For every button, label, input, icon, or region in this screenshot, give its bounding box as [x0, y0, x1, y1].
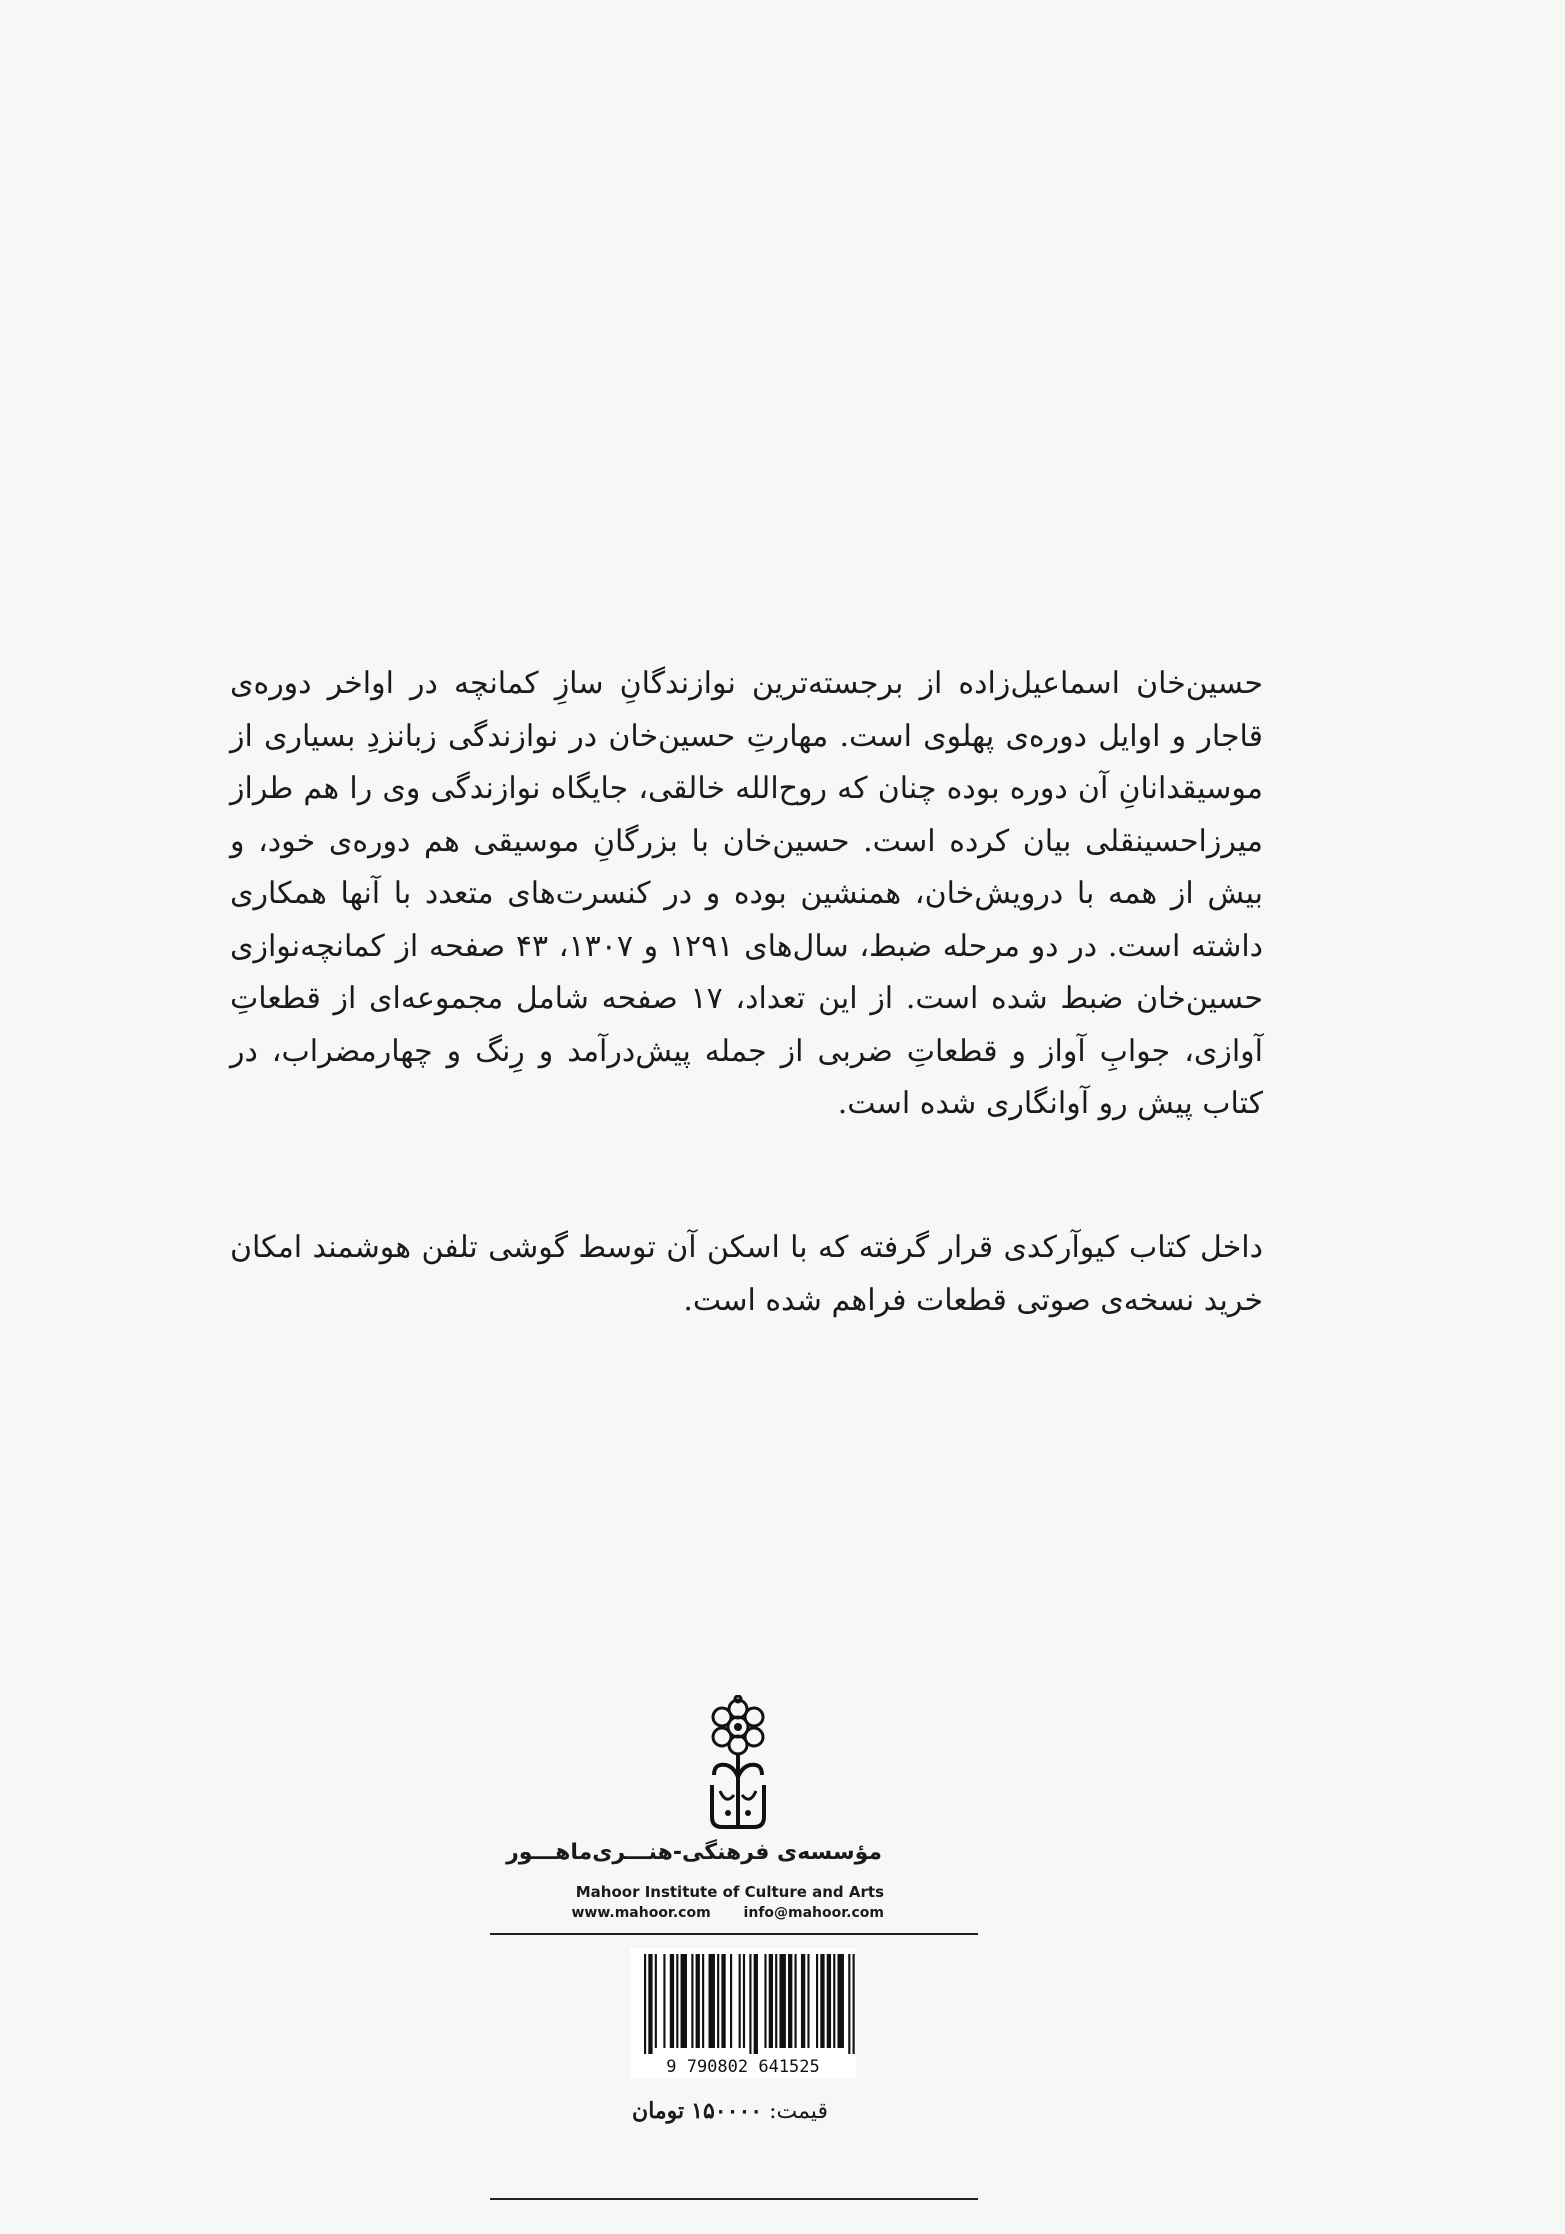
barcode-bar — [833, 1954, 835, 2048]
barcode-icon — [630, 1948, 856, 2078]
divider-bottom — [490, 2198, 978, 2200]
barcode-bar — [648, 1954, 652, 2054]
barcode-bar — [838, 1954, 844, 2048]
barcode-bar — [816, 1954, 818, 2048]
barcode-bar — [788, 1954, 792, 2048]
barcode-bar — [775, 1954, 777, 2048]
qr-code-note-paragraph: داخل کتاب کیوآرکدی قرار گرفته که با اسکن آن توسط گوشی تلفن هوشمند امکان خرید نسخه‌ی صوتی قطعات فراهم شده است. — [230, 1230, 1263, 1318]
barcode-bar — [827, 1954, 831, 2048]
publisher-name-english: Mahoor Institute of Culture and Arts — [575, 1883, 884, 1901]
barcode-bar — [848, 1954, 850, 2054]
barcode-bar — [670, 1954, 674, 2048]
barcode-digits: 9 790802 641525 — [666, 2057, 820, 2077]
price-label: قیمت: — [769, 2099, 828, 2124]
barcode-bar — [709, 1954, 715, 2048]
barcode-bar — [820, 1954, 824, 2048]
barcode-bar — [754, 1954, 758, 2054]
barcode-bar — [721, 1954, 725, 2048]
barcode-bar — [691, 1954, 693, 2048]
barcode-bar — [749, 1954, 751, 2054]
publisher-name-persian: مؤسسه‌ی فرهنگی-هنـــری‌ماهـــور — [506, 1840, 882, 1865]
publisher-contact — [571, 1905, 884, 1921]
mahoor-flower-logo-icon — [704, 1695, 772, 1835]
barcode-bar — [644, 1954, 646, 2054]
barcode-bar — [853, 1954, 855, 2054]
barcode-bar — [655, 1954, 657, 2048]
barcode-bar — [807, 1954, 809, 2048]
barcode-bar — [779, 1954, 785, 2048]
barcode-bar — [769, 1954, 773, 2048]
divider-top — [490, 1933, 978, 1935]
barcode-bar — [739, 1954, 741, 2048]
publisher-website: www.mahoor.com — [571, 1905, 711, 1921]
barcode-bar — [717, 1954, 719, 2048]
barcode-bar — [795, 1954, 797, 2048]
barcode-bar — [743, 1954, 745, 2048]
barcode-bar — [663, 1954, 665, 2048]
publisher-email: info@mahoor.com — [743, 1905, 884, 1921]
barcode-bar — [764, 1954, 766, 2048]
barcode-bar — [681, 1954, 687, 2048]
price-tag — [630, 2098, 830, 2124]
price-unit: تومان — [632, 2098, 685, 2124]
price-value: ۱۵۰۰۰۰ — [691, 2098, 763, 2124]
publisher-block — [506, 1695, 950, 1925]
barcode-bar — [676, 1954, 678, 2048]
barcode-bar — [696, 1954, 700, 2048]
description-paragraph: حسین‌خان اسماعیل‌زاده از برجسته‌ترین نوازندگانِ سازِ کمانچه در اواخر دوره‌ی قاجار و اوایل دوره‌ی پهلوی است. مهارتِ حسین‌خان در نوازندگی زبانزدِ بسیاری از موسیقدانانِ آن دوره بوده چنان که روح‌الله خالقی، جایگاه نوازندگی وی را هم طراز میرزاحسینقلی بیان کرده است. حسین‌خان با بزرگانِ موسیقی هم دوره‌ی خود، و بیش از همه با درویش‌خان، همنشین بوده و در کنسرت‌های متعدد با آنها همکاری داشته است. در دو مرحله ضبط، سال‌های ۱۲۹۱ و ۱۳۰۷، ۴۳ صفحه از کمانچه‌نوازی حسین‌خان ضبط شده است. از این تعداد، ۱۷ صفحه شامل مجموعه‌ای از قطعاتِ آوازی، جوابِ آواز و قطعاتِ ضربی از جمله پیش‌درآمد و رِنگ و چهارمضراب، در کتاب پیش رو آوانگاری شده است. — [230, 666, 1264, 1121]
barcode-bar — [801, 1954, 805, 2048]
barcode-bar — [730, 1954, 732, 2048]
barcode-bar — [702, 1954, 704, 2048]
